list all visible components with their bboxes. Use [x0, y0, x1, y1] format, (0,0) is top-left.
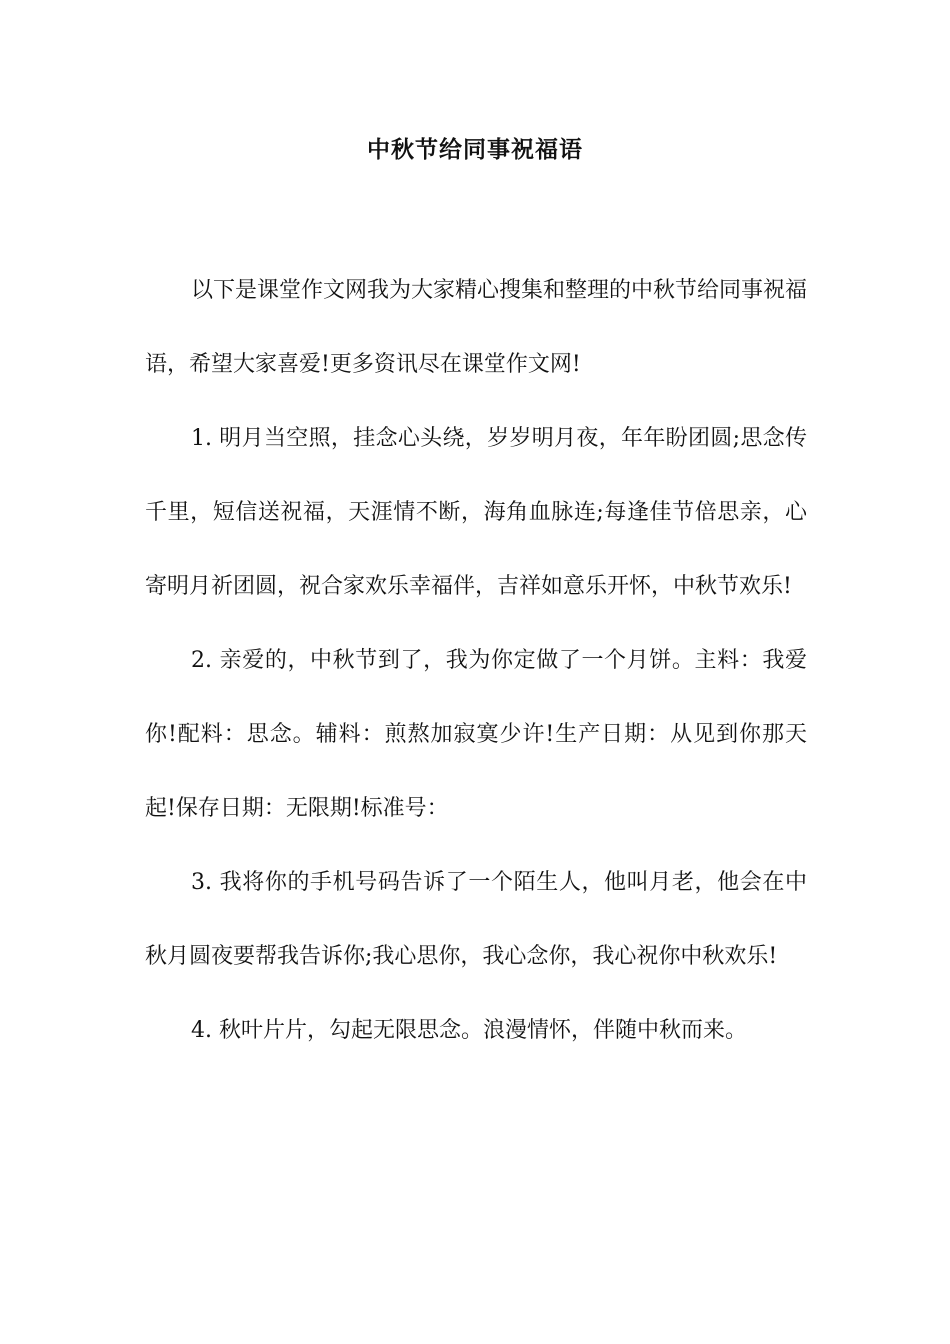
document-title: 中秋节给同事祝福语 [367, 137, 583, 163]
greeting-paragraph-2: 2. 亲爱的，中秋节到了，我为你定做了一个月饼。主料：我爱你!配料：思念。辅料：煎熬加寂寞少许!生产日期：从见到你那天起!保存日期：无限期!标准号： [145, 648, 807, 821]
greeting-paragraph-4: 4. 秋叶片片，勾起无限思念。浪漫情怀，伴随中秋而来。 [191, 1018, 747, 1043]
document-body [145, 254, 807, 1068]
greeting-paragraph-1: 1. 明月当空照，挂念心头绕，岁岁明月夜，年年盼团圆;思念传千里，短信送祝福，天涯情不断，海角血脉连;每逢佳节倍思亲，心寄明月祈团圆，祝合家欢乐幸福伴，吉祥如意乐开怀，中秋节欢乐! [145, 426, 807, 599]
intro-paragraph: 以下是课堂作文网我为大家精心搜集和整理的中秋节给同事祝福语，希望大家喜爱!更多资讯尽在课堂作文网! [145, 278, 808, 377]
greeting-paragraph-3: 3. 我将你的手机号码告诉了一个陌生人，他叫月老，他会在中秋月圆夜要帮我告诉你;我心思你，我心念你，我心祝你中秋欢乐! [145, 870, 807, 969]
